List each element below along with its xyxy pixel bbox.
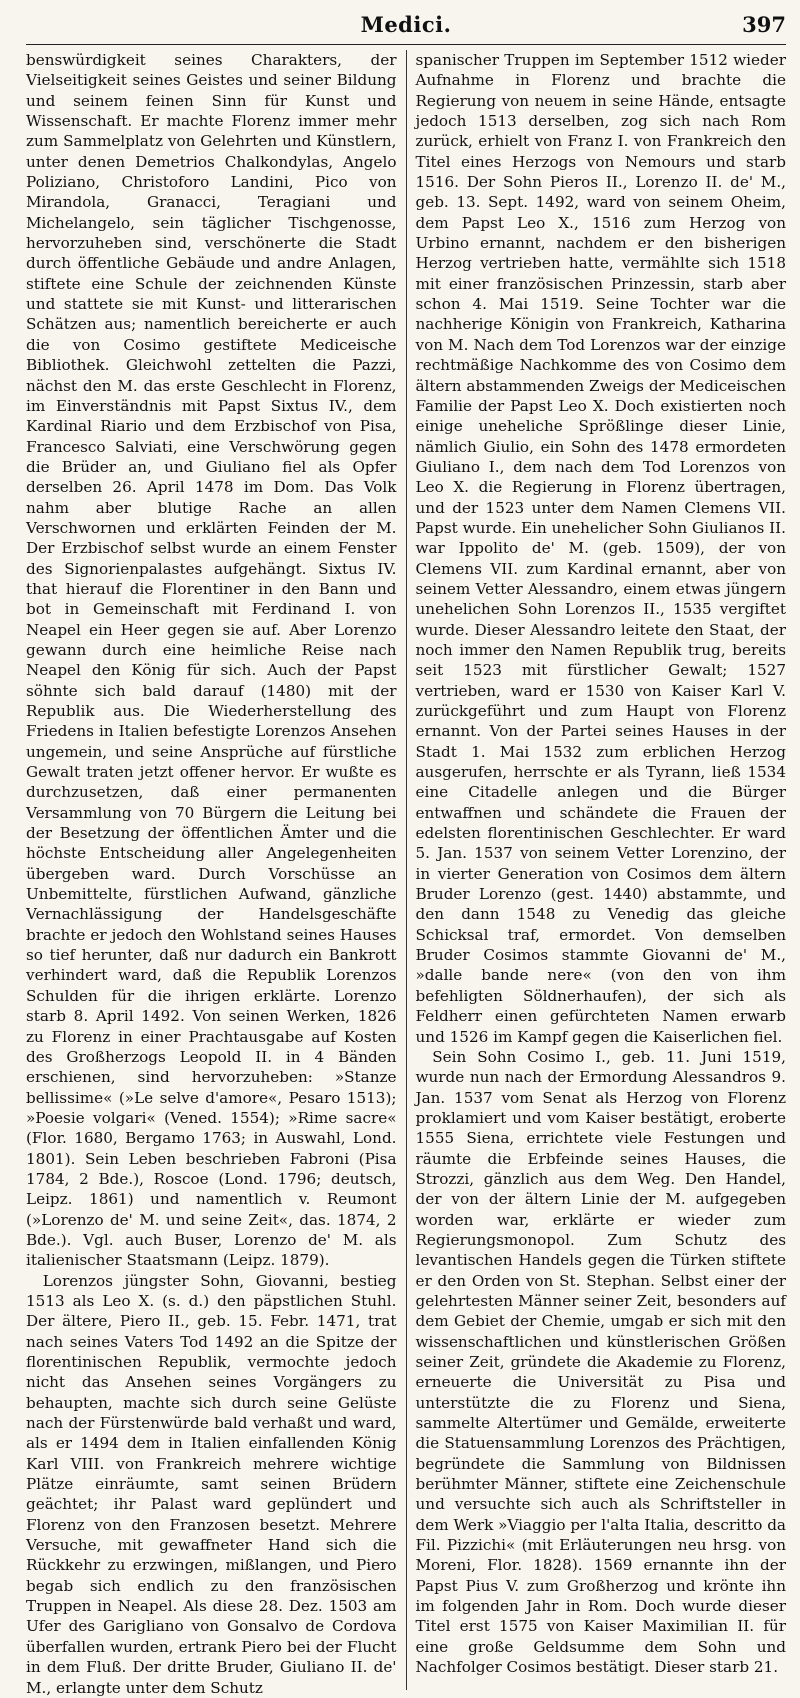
column-divider bbox=[406, 50, 407, 1690]
text-columns bbox=[26, 50, 786, 1697]
header-rule bbox=[26, 44, 786, 45]
page-title: Medici. bbox=[360, 12, 452, 37]
page-number: 397 bbox=[742, 12, 786, 37]
left-column bbox=[26, 50, 397, 1697]
paragraph: Sein Sohn Cosimo I., geb. 11. Juni 1519, wurde nun nach der Ermordung Alessandros 9. Jan. 1537 vom Senat als Herzog von Florenz proklamiert und vom Kaiser bestätigt, eroberte 1555 Siena, errichtete viele Festungen und räumte die Erbfeinde seines Hauses, die Strozzi, gänzlich aus dem Weg. Den Handel, der von der ältern Linie der M. aufgegeben worden war, erklärte er wieder zum Regierungsmonopol. Zum Schutz des levantischen Handels gegen die Türken stiftete er den Orden von St. Stephan. Selbst einer der gelehrtesten Männer seiner Zeit, besonders auf dem Gebiet der Chemie, umgab er sich mit den wissenschaftlichen und künstlerischen Größen seiner Zeit, gründete die Akademie zu Florenz, erneuerte die Universität zu Pisa und unterstützte die zu Florenz und Siena, sammelte Altertümer und Gemälde, erweiterte die Statuensammlung Lorenzos des Prächtigen, begründete die Sammlung von Bildnissen berühmter Männer, stiftete eine Zeichenschule und versuchte sich auch als Schriftsteller in dem Werk »Viaggio per l'alta Italia, descritto da Fil. Pizzichi« (mit Erläuterungen neu hrsg. von Moreni, Flor. 1828). 1569 ernannte ihn der Papst Pius V. zum Großherzog und krönte ihn im folgenden Jahr in Rom. Doch wurde dieser Titel erst 1575 von Kaiser Maximilian II. für eine große Geldsumme dem Sohn und Nachfolger Cosimos bestätigt. Dieser starb 21. bbox=[415, 1047, 786, 1677]
running-header bbox=[26, 0, 786, 44]
paragraph: Lorenzos jüngster Sohn, Giovanni, bestieg 1513 als Leo X. (s. d.) den päpstlichen Stuhl. Der ältere, Piero II., geb. 15. Febr. 1471, trat nach seines Vaters Tod 1492 an die Spitze der florentinischen Republik, vermochte jedoch nicht das Ansehen seines Vorgängers zu behaupten, machte sich durch seine Gelüste nach der Fürstenwürde bald verhaßt und ward, als er 1494 dem in Italien einfallenden König Karl VIII. von Frankreich mehrere wichtige Plätze einräumte, samt seinen Brüdern geächtet; ihr Palast ward geplündert und Florenz von den Franzosen besetzt. Mehrere Versuche, mit gewaffneter Hand sich die Rückkehr zu erzwingen, mißlangen, und Piero begab sich endlich zu den französischen Truppen in Neapel. Als diese 28. Dez. 1503 am Ufer des Garigliano von Gonsalvo de Cordova überfallen wurden, ertrank Piero bei der Flucht in dem Fluß. Der dritte Bruder, Giuliano II. de' M., erlangte unter dem Schutz bbox=[26, 1271, 397, 1697]
paragraph: spanischer Truppen im September 1512 wieder Aufnahme in Florenz und brachte die Regierung von neuem in seine Hände, entsagte jedoch 1513 derselben, zog sich nach Rom zurück, erhielt von Franz I. von Frankreich den Titel eines Herzogs von Nemours und starb 1516. Der Sohn Pieros II., Lorenzo II. de' M., geb. 13. Sept. 1492, ward von seinem Oheim, dem Papst Leo X., 1516 zum Herzog von Urbino ernannt, nachdem er den bisherigen Herzog vertrieben hatte, vermählte sich 1518 mit einer französischen Prinzessin, starb aber schon 4. Mai 1519. Seine Tochter war die nachherige Königin von Frankreich, Katharina von M. Nach dem Tod Lorenzos war der einzige rechtmäßige Nachkomme des von Cosimo dem ältern abstammenden Zweigs der Mediceischen Familie der Papst Leo X. Doch existierten noch einige uneheliche Sprößlinge dieser Linie, nämlich Giulio, ein Sohn des 1478 ermordeten Giuliano I., dem nach dem Tod Lorenzos von Leo X. die Regierung in Florenz übertragen, und der 1523 unter dem Namen Clemens VII. Papst wurde. Ein unehelicher Sohn Giulianos II. war Ippolito de' M. (geb. 1509), der von Clemens VII. zum Kardinal ernannt, aber von seinem Vetter Alessandro, einem etwas jüngern unehelichen Sohn Lorenzos II., 1535 vergiftet wurde. Dieser Alessandro leitete den Staat, der noch immer den Namen Republik trug, bereits seit 1523 mit fürstlicher Gewalt; 1527 vertrieben, ward er 1530 von Kaiser Karl V. zurückgeführt und zum Haupt von Florenz ernannt. Von der Partei seines Hauses in der Stadt 1. Mai 1532 zum erblichen Herzog ausgerufen, herrschte er als Tyrann, ließ 1534 eine Citadelle anlegen und die Bürger entwaffnen und schändete die Frauen der edelsten florentinischen Geschlechter. Er ward 5. Jan. 1537 von seinem Vetter Lorenzino, der in vierter Generation von Cosimos dem ältern Bruder Lorenzo (gest. 1440) abstammte, und den dann 1548 zu Venedig das gleiche Schicksal traf, ermordet. Von demselben Bruder Cosimos stammte Giovanni de' M., »dalle bande nere« (von den von ihm befehligten Söldnerhaufen), der sich als Feldherr einen gefürchteten Namen erwarb und 1526 im Kampf gegen die Kaiserlichen fiel. bbox=[415, 51, 786, 1046]
paragraph: benswürdigkeit seines Charakters, der Vielseitigkeit seines Geistes und seiner Bildung und seinem feinen Sinn für Kunst und Wissenschaft. Er machte Florenz immer mehr zum Sammelplatz von Gelehrten und Künstlern, unter denen Demetrios Chalkondylas, Angelo Poliziano, Christoforo Landini, Pico von Mirandola, Granacci, Teragiani und Michelangelo, sein täglicher Tischgenosse, hervorzuheben sind, verschönerte die Stadt durch öffentliche Gebäude und andre Anlagen, stiftete eine Schule der zeichnenden Künste und stattete sie mit Kunst- und litterarischen Schätzen aus; namentlich bereicherte er auch die von Cosimo gestiftete Mediceische Bibliothek. Gleichwohl zettelten die Pazzi, nächst den M. das erste Geschlecht in Florenz, im Einverständnis mit Papst Sixtus IV., dem Kardinal Riario und dem Erzbischof von Pisa, Francesco Salviati, eine Verschwörung gegen die Brüder an, und Giuliano fiel als Opfer derselben 26. April 1478 im Dom. Das Volk nahm aber blutige Rache an allen Verschwornen und erklärten Feinden der M. Der Erzbischof selbst wurde an einem Fenster des Signorienpalastes aufgehängt. Sixtus IV. that hierauf die Florentiner in den Bann und bot in Gemeinschaft mit Ferdinand I. von Neapel ein Heer gegen sie auf. Aber Lorenzo gewann durch eine heimliche Reise nach Neapel den König für sich. Auch der Papst söhnte sich bald darauf (1480) mit der Republik aus. Die Wiederherstellung des Friedens in Italien befestigte Lorenzos Ansehen ungemein, und seine Ansprüche auf fürstliche Gewalt traten jetzt offener hervor. Er wußte es durchzusetzen, daß einer permanenten Versammlung von 70 Bürgern die Leitung bei der Besetzung der öffentlichen Ämter und die höchste Entscheidung aller Angelegenheiten übergeben ward. Durch Vorschüsse an Unbemittelte, fürstlichen Aufwand, gänzliche Vernachlässigung der Handelsgeschäfte brachte er jedoch den Wohlstand seines Hauses so tief herunter, daß nur dadurch ein Bankrott verhindert ward, daß die Republik Lorenzos Schulden für die ihrigen erklärte. Lorenzo starb 8. April 1492. Von seinen Werken, 1826 zu Florenz in einer Prachtausgabe auf Kosten des Großherzogs Leopold II. in 4 Bänden erschienen, sind hervorzuheben: »Stanze bellissime« (»Le selve d'amore«, Pesaro 1513); »Poesie volgari« (Vened. 1554); »Rime sacre« (Flor. 1680, Bergamo 1763; in Auswahl, Lond. 1801). Sein Leben beschrieben Fabroni (Pisa 1784, 2 Bde.), Roscoe (Lond. 1796; deutsch, Leipz. 1861) und namentlich v. Reumont (»Lorenzo de' M. und seine Zeit«, das. 1874, 2 Bde.). Vgl. auch Buser, Lorenzo de' M. als italienischer Staatsmann (Leipz. 1879). bbox=[26, 51, 397, 1270]
right-column bbox=[416, 50, 787, 1690]
